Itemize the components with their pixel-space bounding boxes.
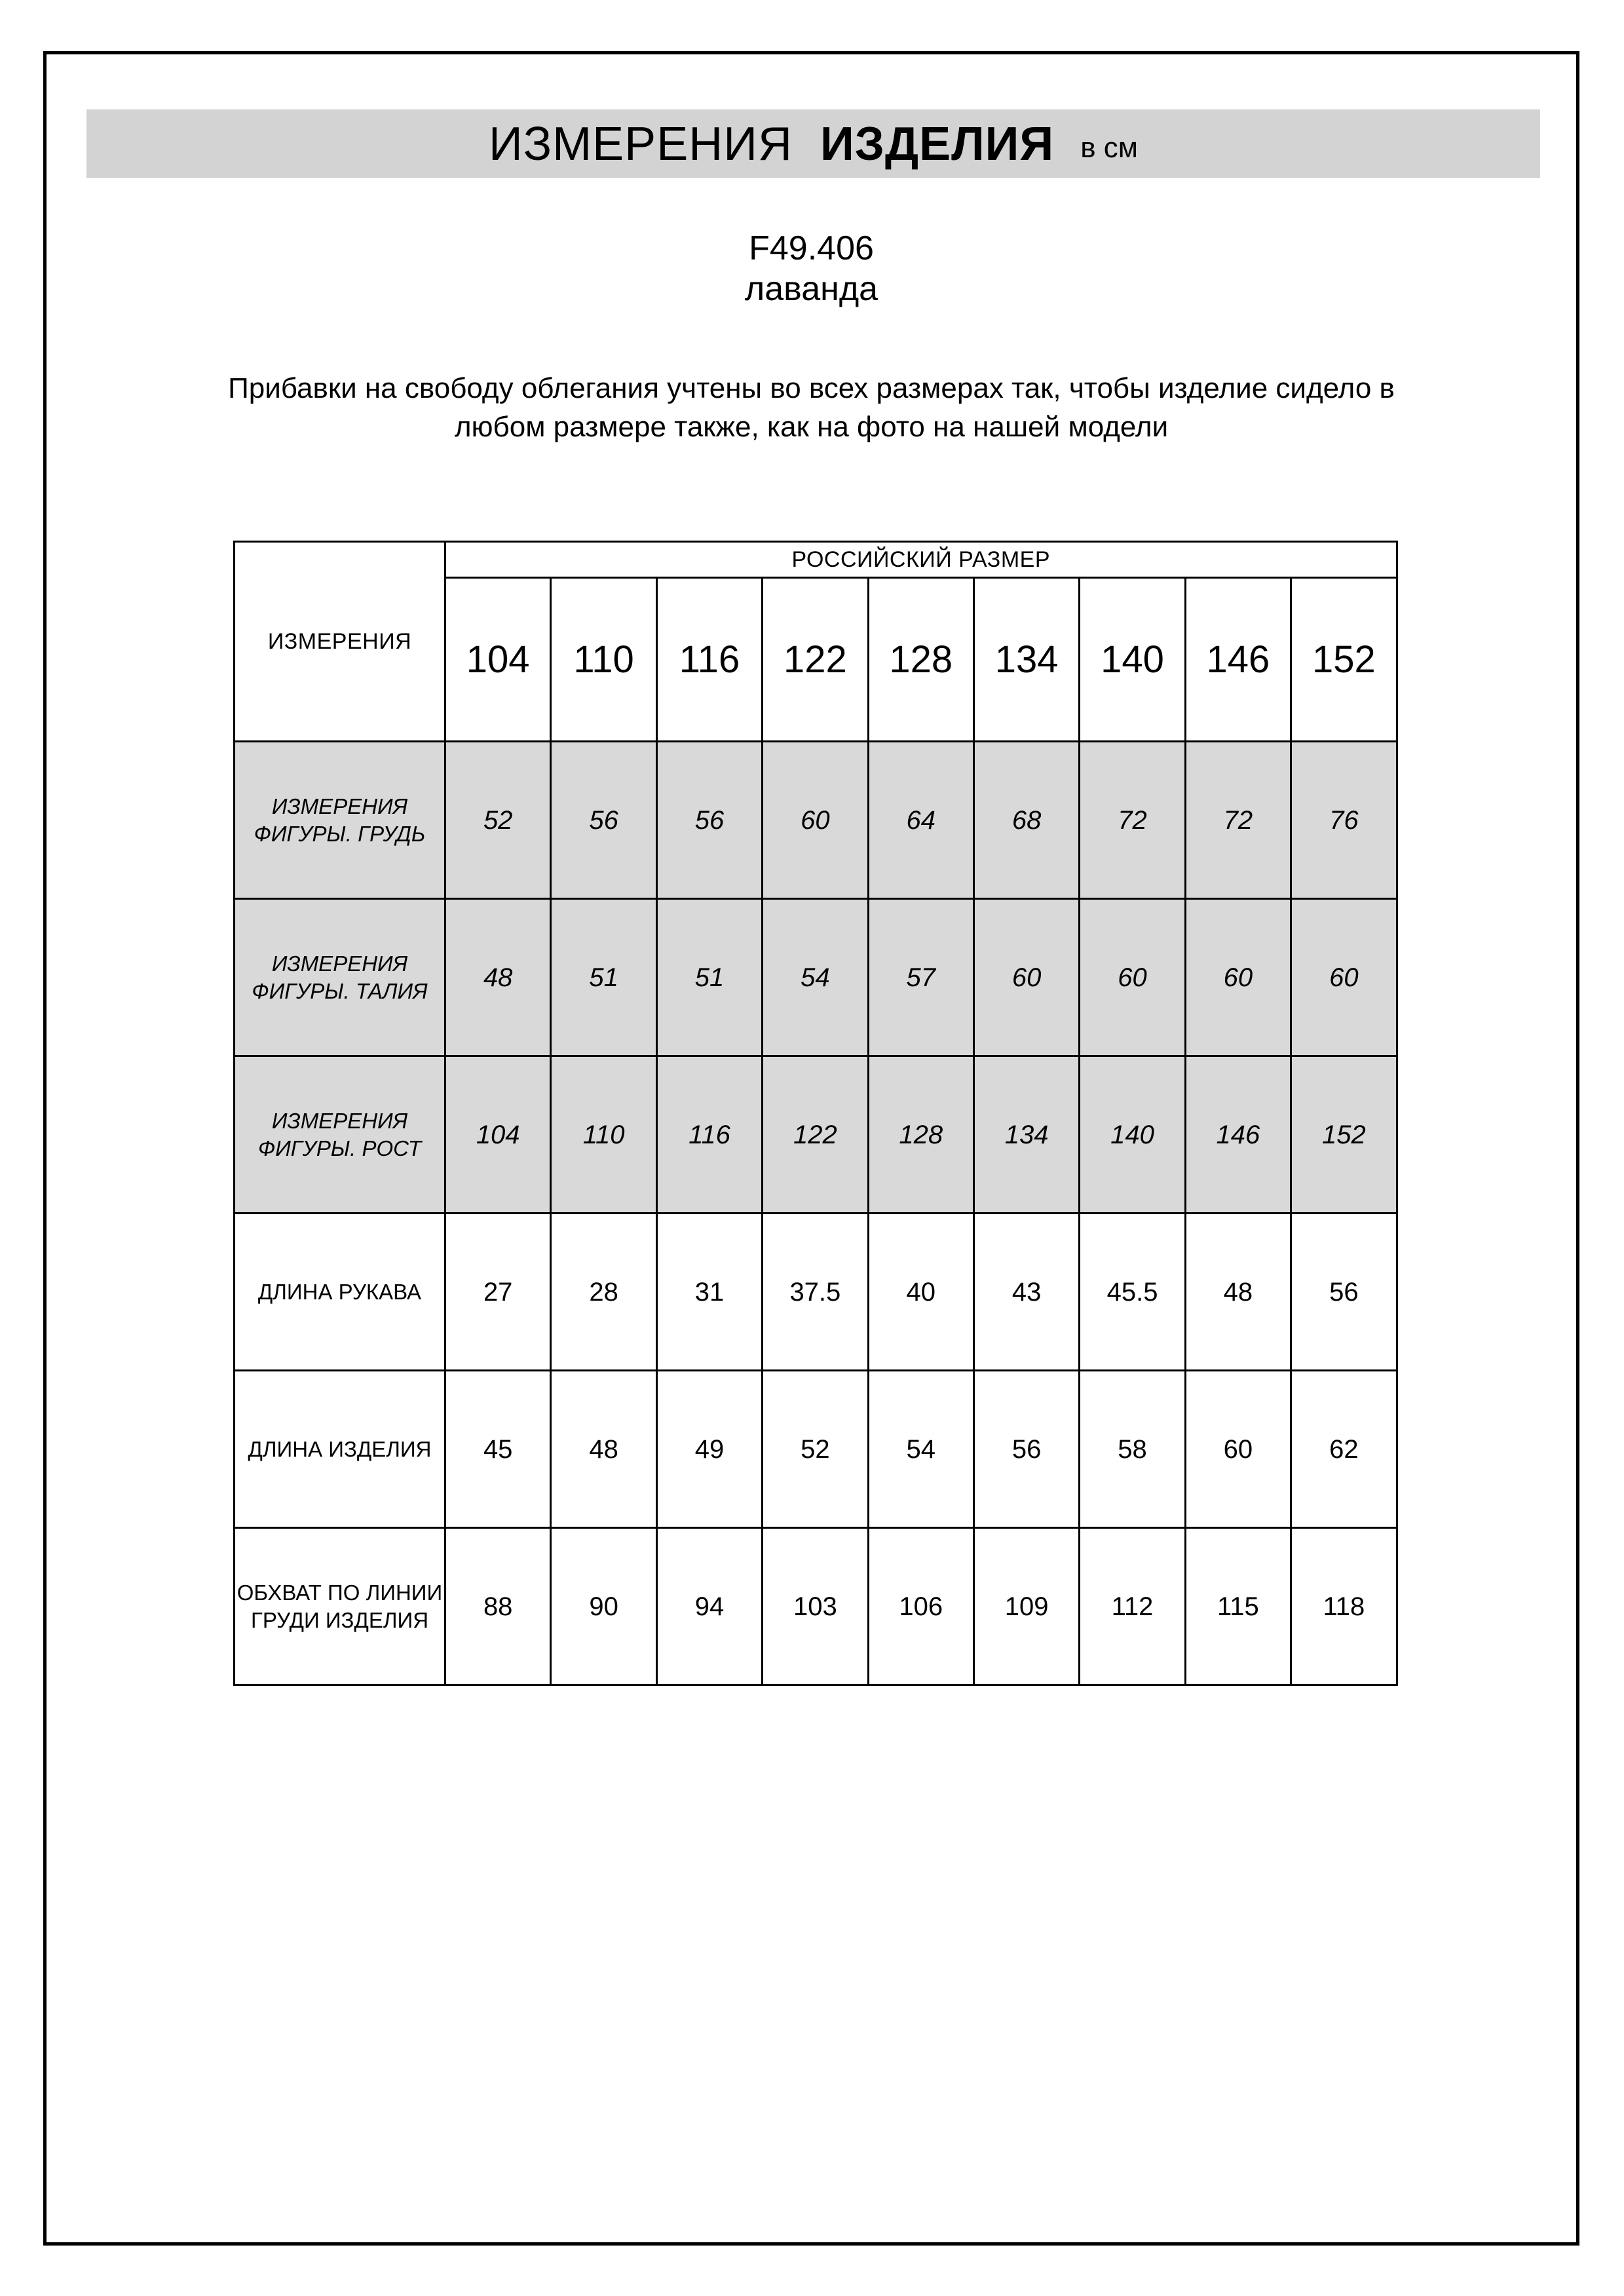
article-code: F49.406	[749, 229, 874, 267]
header-measurements-label: ИЗМЕРЕНИЯ	[235, 542, 445, 742]
row-label-figure-waist: ИЗМЕРЕНИЯ ФИГУРЫ. ТАЛИЯ	[235, 899, 445, 1056]
document-title-band	[86, 109, 1540, 178]
cell-product-chest-girth-104: 88	[445, 1528, 551, 1685]
row-label-product-length: ДЛИНА ИЗДЕЛИЯ	[235, 1371, 445, 1528]
size-header-116: 116	[656, 578, 762, 742]
table-header-group-row	[235, 542, 1397, 578]
cell-sleeve-length-116: 31	[656, 1214, 762, 1371]
table-row	[235, 1371, 1397, 1528]
cell-figure-chest-104: 52	[445, 742, 551, 899]
cell-figure-waist-128: 57	[868, 899, 973, 1056]
cell-product-chest-girth-122: 103	[763, 1528, 868, 1685]
cell-product-chest-girth-134: 109	[973, 1528, 1079, 1685]
size-header-140: 140	[1080, 578, 1185, 742]
table-row	[235, 899, 1397, 1056]
size-header-134: 134	[973, 578, 1079, 742]
cell-product-length-134: 56	[973, 1371, 1079, 1528]
article-color: лаванда	[744, 270, 878, 308]
cell-sleeve-length-146: 48	[1185, 1214, 1291, 1371]
cell-figure-waist-146: 60	[1185, 899, 1291, 1056]
cell-product-length-104: 45	[445, 1371, 551, 1528]
cell-figure-waist-116: 51	[656, 899, 762, 1056]
table-row	[235, 1528, 1397, 1685]
cell-figure-chest-122: 60	[763, 742, 868, 899]
cell-sleeve-length-140: 45.5	[1080, 1214, 1185, 1371]
cell-sleeve-length-104: 27	[445, 1214, 551, 1371]
table-row	[235, 742, 1397, 899]
row-label-figure-chest: ИЗМЕРЕНИЯ ФИГУРЫ. ГРУДЬ	[235, 742, 445, 899]
fit-description: Прибавки на свободу облегания учтены во всех размерах так, чтобы изделие сидело в любом размере также, как на фото на нашей модели	[228, 372, 1395, 443]
table-row	[235, 1214, 1397, 1371]
table-body	[235, 742, 1397, 1685]
cell-figure-waist-104: 48	[445, 899, 551, 1056]
cell-figure-waist-122: 54	[763, 899, 868, 1056]
cell-figure-height-122: 122	[763, 1056, 868, 1214]
row-label-sleeve-length: ДЛИНА РУКАВА	[235, 1214, 445, 1371]
header-russian-size-group: РОССИЙСКИЙ РАЗМЕР	[445, 542, 1397, 578]
cell-figure-chest-110: 56	[551, 742, 656, 899]
cell-figure-height-140: 140	[1080, 1056, 1185, 1214]
cell-product-chest-girth-110: 90	[551, 1528, 656, 1685]
cell-sleeve-length-128: 40	[868, 1214, 973, 1371]
cell-figure-waist-110: 51	[551, 899, 656, 1056]
cell-figure-chest-116: 56	[656, 742, 762, 899]
table-head	[235, 542, 1397, 742]
cell-figure-height-128: 128	[868, 1056, 973, 1214]
size-header-146: 146	[1185, 578, 1291, 742]
size-header-110: 110	[551, 578, 656, 742]
cell-figure-height-152: 152	[1291, 1056, 1397, 1214]
cell-product-chest-girth-128: 106	[868, 1528, 973, 1685]
cell-sleeve-length-134: 43	[973, 1214, 1079, 1371]
cell-figure-waist-152: 60	[1291, 899, 1397, 1056]
title-unit-label: в см	[1080, 131, 1139, 164]
article-block	[47, 228, 1576, 309]
cell-product-length-116: 49	[656, 1371, 762, 1528]
cell-sleeve-length-110: 28	[551, 1214, 656, 1371]
cell-product-length-146: 60	[1185, 1371, 1291, 1528]
cell-product-length-122: 52	[763, 1371, 868, 1528]
cell-figure-height-104: 104	[445, 1056, 551, 1214]
cell-figure-waist-134: 60	[973, 899, 1079, 1056]
cell-figure-chest-146: 72	[1185, 742, 1291, 899]
cell-figure-chest-134: 68	[973, 742, 1079, 899]
size-header-128: 128	[868, 578, 973, 742]
cell-product-length-128: 54	[868, 1371, 973, 1528]
cell-product-length-110: 48	[551, 1371, 656, 1528]
size-header-152: 152	[1291, 578, 1397, 742]
title-measurements-word: ИЗМЕРЕНИЯ	[488, 117, 793, 170]
cell-product-length-152: 62	[1291, 1371, 1397, 1528]
cell-sleeve-length-122: 37.5	[763, 1214, 868, 1371]
cell-product-chest-girth-146: 115	[1185, 1528, 1291, 1685]
cell-figure-waist-140: 60	[1080, 899, 1185, 1056]
cell-figure-chest-140: 72	[1080, 742, 1185, 899]
cell-sleeve-length-152: 56	[1291, 1214, 1397, 1371]
cell-figure-height-146: 146	[1185, 1056, 1291, 1214]
cell-figure-height-134: 134	[973, 1056, 1079, 1214]
cell-figure-chest-128: 64	[868, 742, 973, 899]
cell-product-chest-girth-116: 94	[656, 1528, 762, 1685]
cell-figure-chest-152: 76	[1291, 742, 1397, 899]
table-row	[235, 1056, 1397, 1214]
cell-product-chest-girth-140: 112	[1080, 1528, 1185, 1685]
title-product-word: ИЗДЕЛИЯ	[820, 117, 1055, 170]
cell-product-length-140: 58	[1080, 1371, 1185, 1528]
size-header-104: 104	[445, 578, 551, 742]
title-spacer	[793, 121, 820, 168]
cell-product-chest-girth-152: 118	[1291, 1528, 1397, 1685]
measurements-table	[233, 541, 1398, 1686]
size-header-122: 122	[763, 578, 868, 742]
page-frame	[43, 51, 1579, 2246]
cell-figure-height-110: 110	[551, 1056, 656, 1214]
row-label-product-chest-girth: ОБХВАТ ПО ЛИНИИ ГРУДИ ИЗДЕЛИЯ	[235, 1528, 445, 1685]
cell-figure-height-116: 116	[656, 1056, 762, 1214]
row-label-figure-height: ИЗМЕРЕНИЯ ФИГУРЫ. РОСТ	[235, 1056, 445, 1214]
